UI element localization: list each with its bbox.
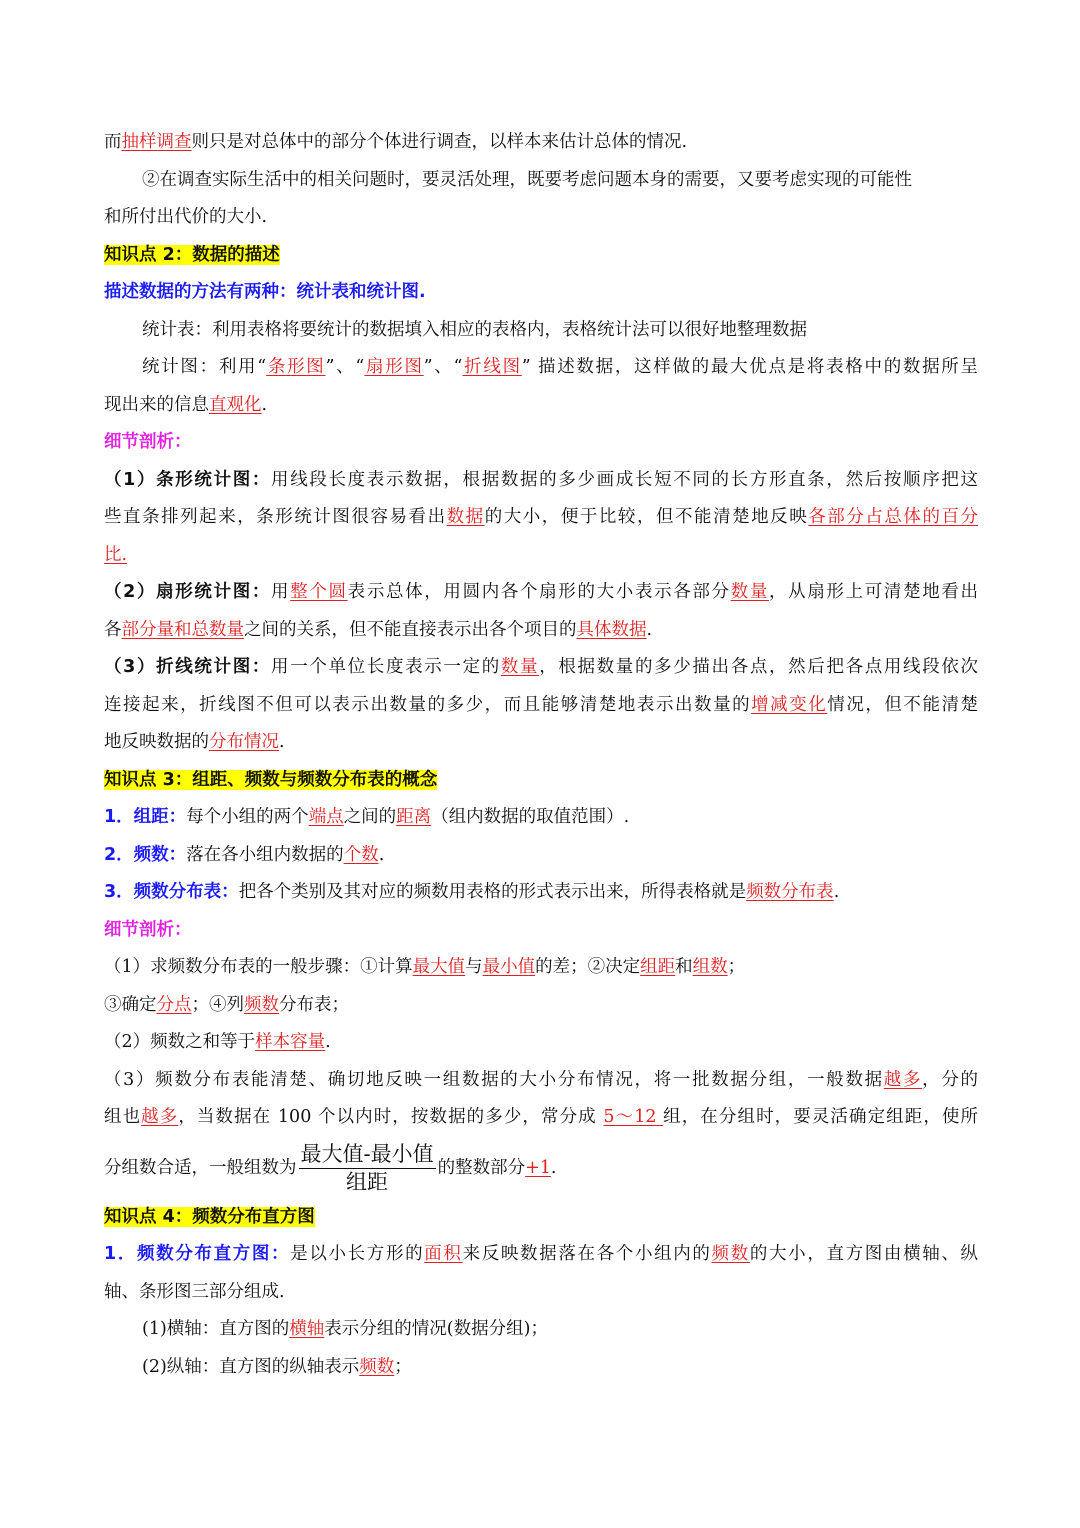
- text: 用线段长度表示数据，根据数据的多少画成长短不同的长方形直条，然后按顺序把这: [271, 469, 978, 490]
- text: ③确定: [104, 994, 157, 1015]
- definition-line: [104, 874, 978, 912]
- key-term: 越多: [883, 1069, 923, 1090]
- text: 组，在分组时，要灵活确定组距，使所: [663, 1107, 978, 1127]
- text: （3）频数分布表能清楚、确切地反映一组数据的大小分布情况，将一批数据分组，一般数据: [104, 1069, 884, 1090]
- section-heading-2: [104, 237, 978, 275]
- text: 是以小长方形的: [290, 1244, 425, 1264]
- key-term: 具体数据: [576, 619, 647, 640]
- text: .: [261, 394, 268, 415]
- text: .: [279, 732, 285, 752]
- text: .: [833, 882, 840, 902]
- key-term: 频数: [711, 1244, 750, 1264]
- text: 把各个类别及其对应的频数用表格的形式表示出来，所得表格就是: [238, 882, 747, 902]
- text: 用一个单位长度表示一定的: [271, 657, 501, 677]
- text: 的大小，直方图由横轴、纵: [749, 1244, 978, 1264]
- text: 落在各小组内数据的: [186, 844, 344, 865]
- key-term: 部分量和总数量: [121, 619, 244, 640]
- text: 统计表：利用表格将要统计的数据填入相应的表格内，表格统计法可以很好地整理数据: [142, 319, 807, 340]
- text: 情况，但不能清楚: [827, 694, 978, 715]
- text: ，从扇形上可清楚地看出: [769, 582, 978, 602]
- key-term: 个数: [343, 844, 379, 865]
- paragraph-line: [104, 612, 978, 650]
- summary-text: 描述数据的方法有两种：统计表和统计图.: [104, 282, 426, 302]
- text: ；④列: [191, 994, 244, 1015]
- key-term: 面积: [424, 1244, 463, 1264]
- text: 些直条排列起来，条形统计图很容易看出: [104, 507, 447, 527]
- paragraph-line: [104, 199, 978, 237]
- text: .: [325, 1032, 331, 1052]
- paragraph-line: [104, 1349, 978, 1387]
- definition-label: 1．组距：: [104, 807, 187, 827]
- text: （组内数据的取值范围）.: [431, 807, 630, 827]
- paragraph-line: [104, 387, 978, 425]
- definition-label: 1．频数分布直方图：: [104, 1244, 291, 1264]
- definition-label: 3．频数分布表：: [104, 882, 239, 902]
- key-term: 组距: [640, 957, 676, 977]
- text: ”、“: [325, 357, 365, 377]
- paragraph-line: [104, 1311, 978, 1349]
- definition-label: 2．频数：: [104, 844, 187, 865]
- fraction-numerator: 最大值-最小值: [299, 1144, 436, 1169]
- text: .: [646, 619, 653, 640]
- text: .: [550, 1157, 557, 1178]
- text: 地反映数据的: [104, 732, 209, 752]
- text: 用: [271, 582, 291, 602]
- text: (1)横轴：直方图的: [142, 1319, 290, 1339]
- key-term: 横轴: [289, 1319, 325, 1339]
- key-term: 直观化: [209, 394, 262, 415]
- text: .: [378, 844, 385, 865]
- definition-line: [104, 799, 978, 837]
- key-term: 组数: [692, 957, 728, 977]
- document-page: [104, 124, 978, 1386]
- text: ②在调查实际生活中的相关问题时，要灵活处理，既要考虑问题本身的需要，又要考虑实现的可能性: [142, 169, 912, 190]
- paragraph-line: [104, 1062, 978, 1100]
- text: 组也: [104, 1107, 142, 1127]
- item-label: （1）条形统计图：: [104, 469, 272, 490]
- text: 统计图：利用“: [142, 357, 267, 377]
- key-term: 频数: [244, 994, 279, 1015]
- text: ；: [727, 957, 746, 977]
- detail-heading: 细节剖析：: [104, 432, 192, 452]
- item-label: （2）扇形统计图：: [104, 582, 272, 602]
- key-term: 折线图: [462, 357, 522, 377]
- key-term: 最小值: [482, 957, 536, 977]
- paragraph-line: [104, 687, 978, 725]
- key-term: 端点: [308, 807, 344, 827]
- key-term: 条形图: [266, 357, 326, 377]
- text: ”、“: [423, 357, 463, 377]
- text: 的差；②决定: [535, 957, 641, 977]
- key-term: 分布情况: [209, 732, 279, 752]
- key-term: 数量: [500, 657, 540, 677]
- text: 表示总体，用圆内各个扇形的大小表示各部分: [347, 582, 731, 602]
- detail-heading: 细节剖析：: [104, 919, 192, 940]
- text: (2)纵轴：直方图的纵轴表示: [142, 1356, 360, 1377]
- section-heading-3: [104, 762, 978, 800]
- section-heading-4: [104, 1199, 978, 1237]
- definition-line: [104, 837, 978, 875]
- text: 和: [675, 957, 693, 977]
- text: ，分的: [922, 1069, 978, 1090]
- paragraph-line: [104, 1099, 978, 1137]
- formula-line: [104, 1137, 978, 1199]
- text: 和所付出代价的大小.: [104, 207, 268, 227]
- key-term: 最大值: [412, 957, 466, 977]
- text: 每个小组的两个: [186, 807, 309, 827]
- text: 表示分组的情况(数据分组)；: [324, 1319, 548, 1339]
- text: 连接起来，折线图不但可以表示出数量的多少，而且能够清楚地表示出数量的: [104, 694, 752, 715]
- definition-line: [104, 1236, 978, 1274]
- paragraph-line: [104, 462, 978, 500]
- key-term: +1: [525, 1157, 551, 1178]
- key-term: 抽样调查: [121, 132, 192, 152]
- paragraph-line: [104, 537, 978, 575]
- text: 轴、条形图三部分组成.: [104, 1281, 285, 1302]
- fraction-denominator: 组距: [346, 1169, 389, 1194]
- paragraph-line: [104, 349, 978, 387]
- text: 的整数部分: [437, 1157, 526, 1178]
- text: 而: [104, 132, 122, 152]
- paragraph-line: [104, 949, 978, 987]
- paragraph-line: [104, 162, 978, 200]
- fraction: [299, 1141, 436, 1194]
- key-term: 数据: [446, 507, 485, 527]
- paragraph-line: [104, 124, 978, 162]
- text: 之间的: [343, 807, 397, 827]
- key-term: 距离: [396, 807, 432, 827]
- text: 的大小，便于比较，但不能清楚地反映: [484, 507, 809, 527]
- section-title: 知识点 4：频数分布直方图: [104, 1206, 315, 1227]
- paragraph-line: [104, 574, 978, 612]
- item-label: （3）折线统计图：: [104, 657, 272, 677]
- paragraph-line: [104, 987, 978, 1025]
- paragraph-line: [104, 312, 978, 350]
- key-term: 5～12: [603, 1107, 664, 1127]
- text: 各: [104, 619, 122, 640]
- key-term: 增减变化: [751, 694, 828, 715]
- text: 之间的关系，但不能直接表示出各个项目的: [244, 619, 577, 640]
- detail-label: [104, 912, 978, 950]
- text: 来反映数据落在各个小组内的: [462, 1244, 712, 1264]
- detail-label: [104, 424, 978, 462]
- key-term: 比.: [104, 544, 128, 565]
- paragraph-line: [104, 724, 978, 762]
- key-term: 越多: [141, 1107, 179, 1127]
- key-term: 样本容量: [255, 1032, 326, 1052]
- text: ，当数据在 100 个以内时，按数据的多少，常分成: [178, 1107, 604, 1127]
- paragraph-line: [104, 499, 978, 537]
- text: 分布表；: [279, 994, 349, 1015]
- key-term: 扇形图: [364, 357, 424, 377]
- text: 与: [465, 957, 483, 977]
- section-title: 知识点 2：数据的描述: [104, 244, 280, 265]
- text: 则只是对总体中的部分个体进行调查，以样本来估计总体的情况.: [191, 132, 688, 152]
- key-term: 频数分布表: [746, 882, 834, 902]
- text: ；: [394, 1356, 412, 1377]
- text: ” 描述数据，这样做的最大优点是将表格中的数据所呈: [521, 357, 978, 377]
- paragraph-line: [104, 1024, 978, 1062]
- key-term: 频数: [359, 1356, 395, 1377]
- text: （2）频数之和等于: [104, 1032, 256, 1052]
- key-term: 各部分占总体的百分: [808, 507, 978, 527]
- key-term: 数量: [730, 582, 770, 602]
- key-term: 整个圆: [290, 582, 348, 602]
- section-title: 知识点 3：组距、频数与频数分布表的概念: [104, 769, 438, 790]
- text: （1）求频数分布表的一般步骤：①计算: [104, 957, 413, 977]
- key-term: 分点: [156, 994, 192, 1015]
- text: ，根据数量的多少描出各点，然后把各点用线段依次: [539, 657, 978, 677]
- paragraph-line: [104, 649, 978, 687]
- method-summary: [104, 274, 978, 312]
- paragraph-line: [104, 1274, 978, 1312]
- text: 现出来的信息: [104, 394, 209, 415]
- text: 分组数合适，一般组数为: [104, 1157, 297, 1178]
